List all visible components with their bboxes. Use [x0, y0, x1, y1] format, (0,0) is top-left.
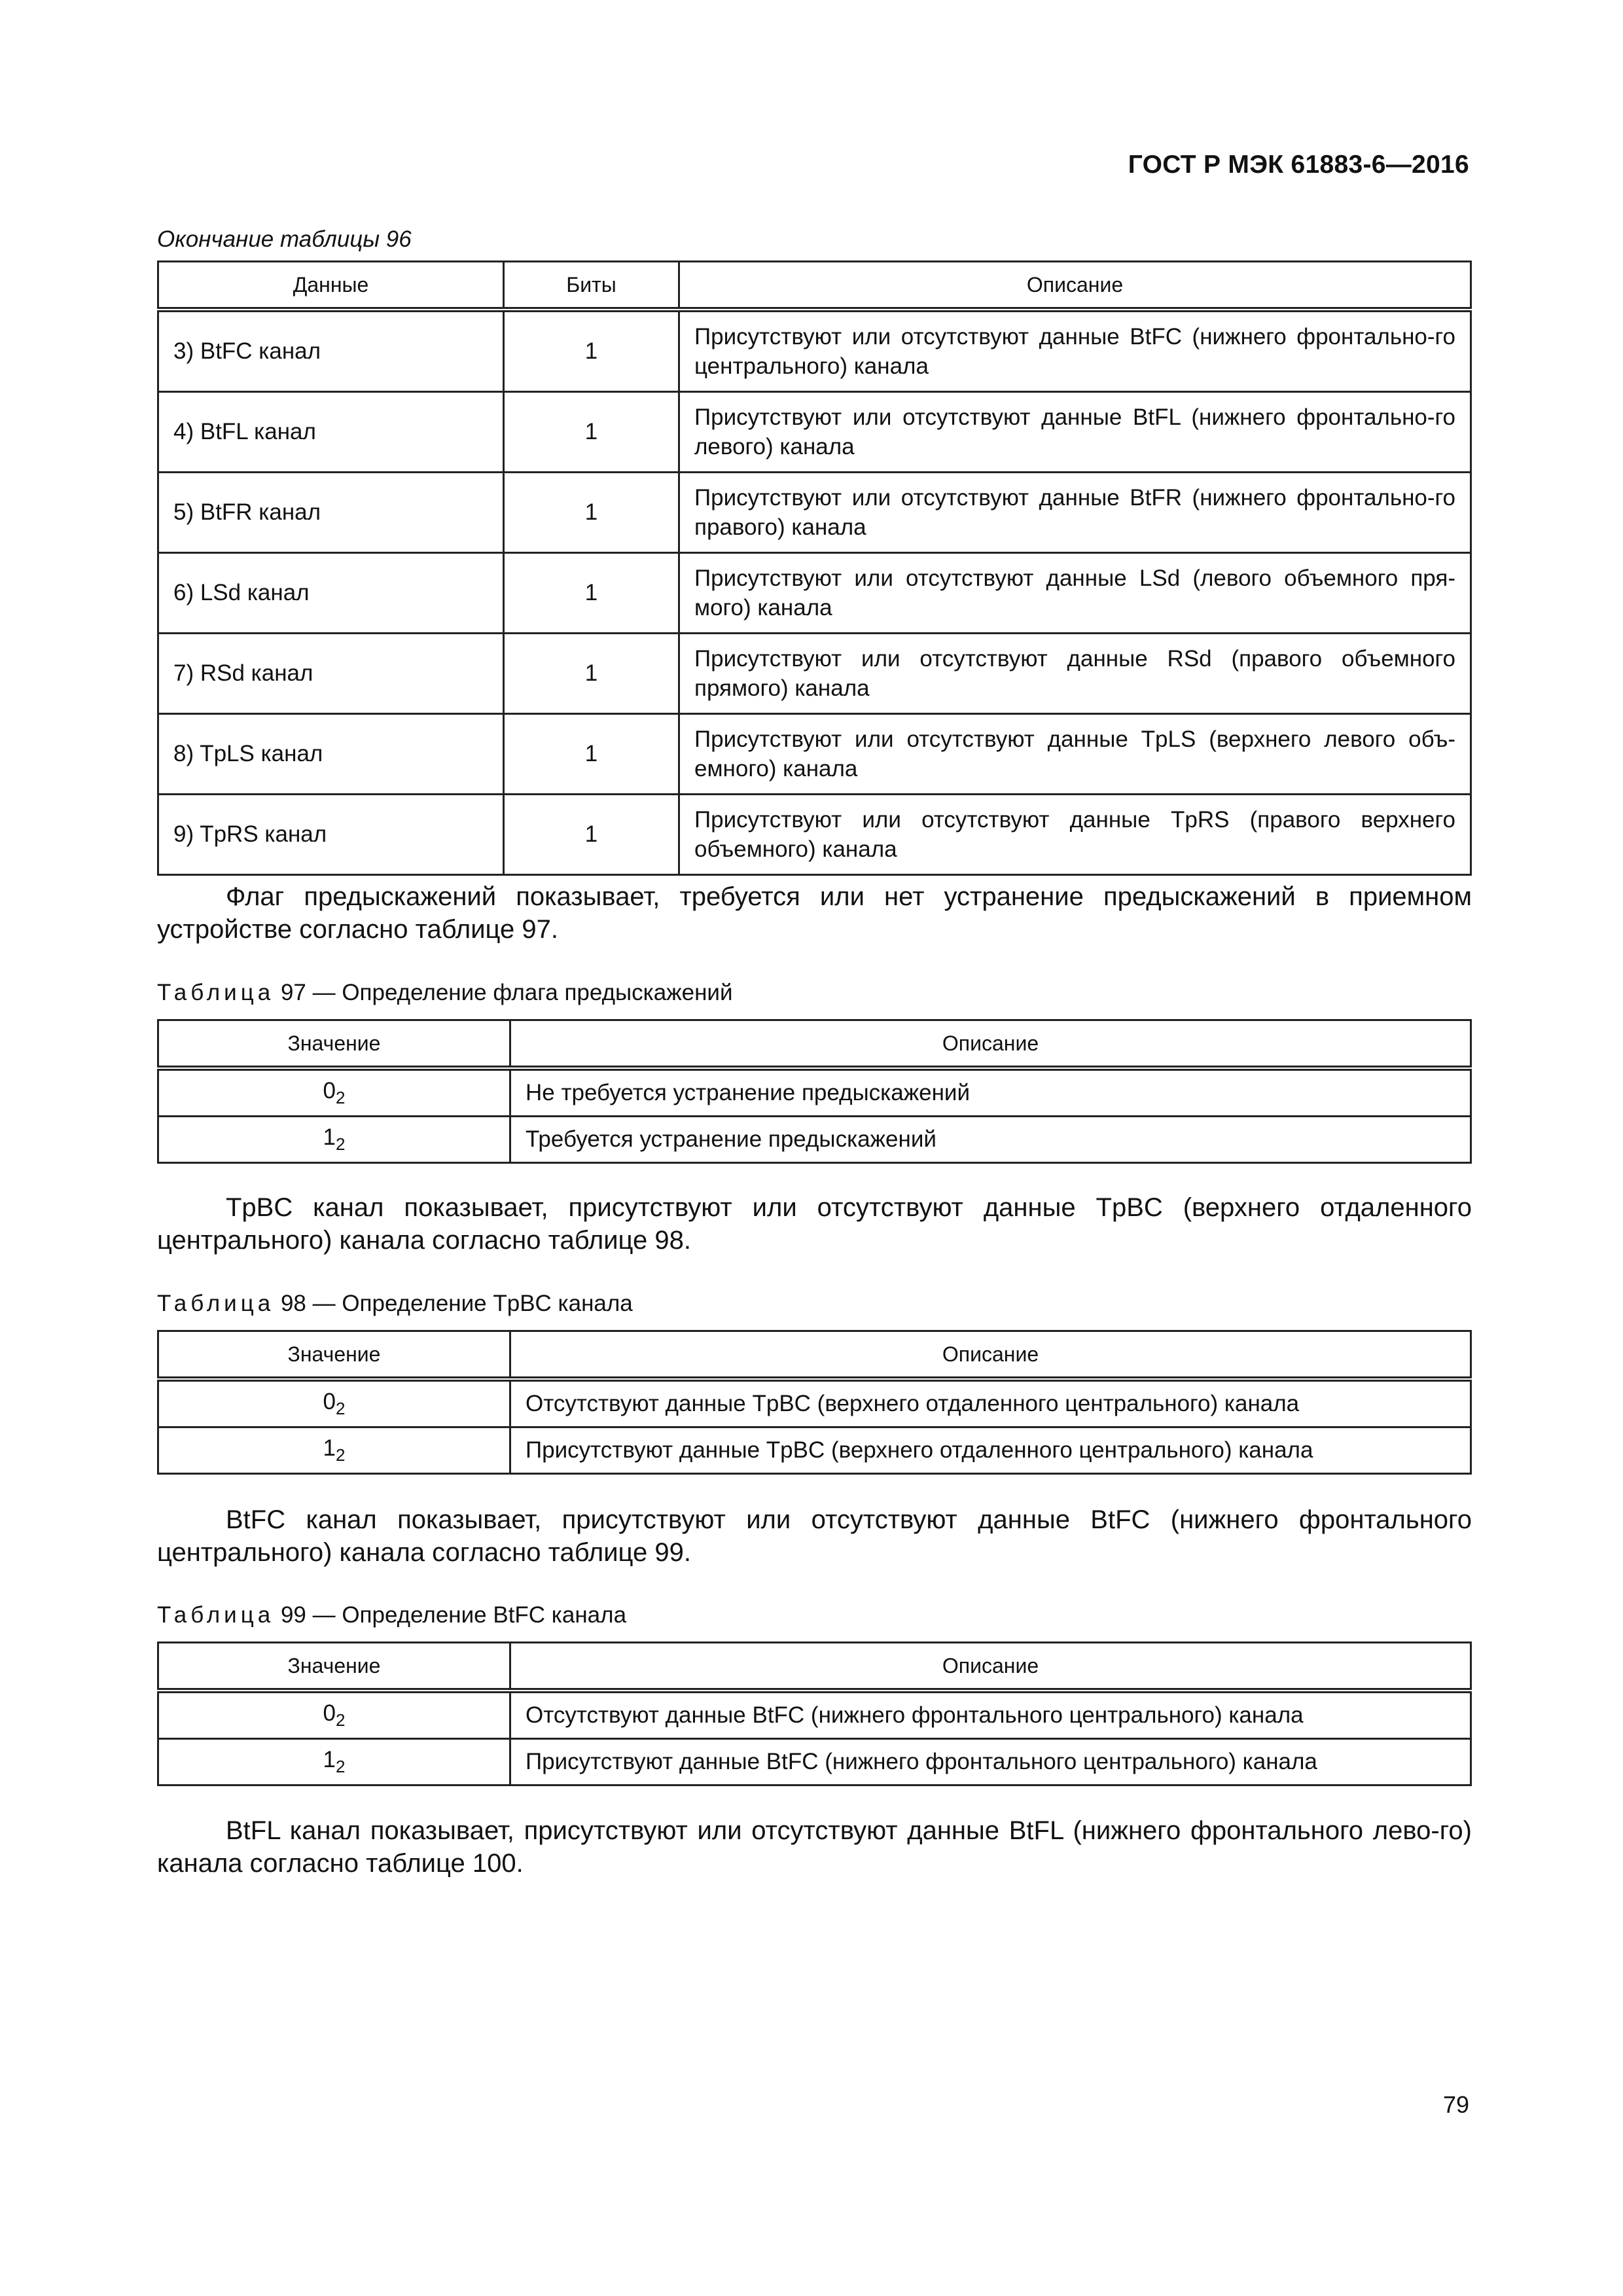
- cell-bits: 1: [504, 634, 679, 714]
- cell-description: Присутствуют или отсутствуют данные TpRS (правого верхнего объемного) канала: [679, 795, 1471, 875]
- value-base-subscript: 2: [336, 1757, 346, 1776]
- paragraph-btfc-channel: [157, 1503, 1472, 1569]
- value-digit: 1: [323, 1124, 336, 1150]
- cell-bits: 1: [504, 392, 679, 473]
- table96-continuation-caption: Окончание таблицы 96: [157, 226, 412, 252]
- cell-description: Отсутствуют данные TpBC (верхнего отдаленного центрального) канала: [510, 1379, 1471, 1427]
- paragraph-btfl-channel: [157, 1814, 1472, 1880]
- cell-bits: 1: [504, 714, 679, 795]
- cell-description: Присутствуют или отсутствуют данные BtFL (нижнего фронтально-го левого) канала: [679, 392, 1471, 473]
- table-title: 97 — Определение флага предыскажений: [274, 980, 733, 1005]
- cell-description: Присутствуют или отсутствуют данные TpLS (верхнего левого объ-емного) канала: [679, 714, 1471, 795]
- cell-value: [158, 1068, 510, 1117]
- cell-data: 4) BtFL канал: [158, 392, 504, 473]
- cell-value: [158, 1379, 510, 1427]
- value-digit: 0: [323, 1389, 336, 1414]
- cell-description: Присутствуют или отсутствуют данные LSd (левого объемного пря-мого) канала: [679, 553, 1471, 634]
- cell-description: Присутствуют или отсутствуют данные RSd (правого объемного прямого) канала: [679, 634, 1471, 714]
- table98-caption: [157, 1291, 633, 1317]
- table-row: [158, 473, 1471, 553]
- table-96: [157, 260, 1472, 876]
- table-row: [158, 1739, 1471, 1785]
- value-digit: 0: [323, 1078, 336, 1103]
- table-row: [158, 714, 1471, 795]
- table-row: [158, 1068, 1471, 1117]
- cell-description: Присутствуют или отсутствуют данные BtFR (нижнего фронтально-го правого) канала: [679, 473, 1471, 553]
- table97-caption: [157, 980, 733, 1006]
- table-row: [158, 1691, 1471, 1739]
- cell-description: Не требуется устранение предыскажений: [510, 1068, 1471, 1117]
- cell-description: Присутствуют данные BtFC (нижнего фронтального центрального) канала: [510, 1739, 1471, 1785]
- table-row: [158, 795, 1471, 875]
- column-header-value: Значение: [158, 1331, 510, 1380]
- value-base-subscript: 2: [336, 1134, 346, 1154]
- column-header-bits: Биты: [504, 262, 679, 310]
- paragraph-text: BtFC канал показывает, присутствуют или отсутствуют данные BtFC (нижнего фронтального центрального) канала согласно таблице 99.: [157, 1505, 1472, 1567]
- table-title: 98 — Определение TpBC канала: [274, 1291, 633, 1316]
- column-header-data: Данные: [158, 262, 504, 310]
- value-base-subscript: 2: [336, 1399, 346, 1418]
- table-row: [158, 1427, 1471, 1474]
- paragraph-text: TpBC канал показывает, присутствуют или отсутствуют данные TpBC (верхнего отдаленного центрального) канала согласно таблице 98.: [157, 1193, 1472, 1255]
- cell-data: 7) RSd канал: [158, 634, 504, 714]
- cell-value: [158, 1117, 510, 1163]
- paragraph-tpbc-channel: [157, 1191, 1472, 1257]
- cell-data: 3) BtFC канал: [158, 310, 504, 392]
- table-label: Таблица: [157, 1291, 275, 1316]
- cell-description: Присутствуют или отсутствуют данные BtFC (нижнего фронтально-го центрального) канала: [679, 310, 1471, 392]
- document-standard-header: ГОСТ Р МЭК 61883-6—2016: [1128, 151, 1469, 179]
- table-row: [158, 634, 1471, 714]
- table-label: Таблица: [157, 980, 275, 1005]
- value-digit: 1: [323, 1435, 336, 1461]
- table-99: [157, 1641, 1472, 1786]
- table-97: [157, 1019, 1472, 1164]
- table-row: [158, 1379, 1471, 1427]
- cell-data: 9) TpRS канал: [158, 795, 504, 875]
- cell-data: 8) TpLS канал: [158, 714, 504, 795]
- table-label: Таблица: [157, 1602, 275, 1628]
- column-header-value: Значение: [158, 1020, 510, 1069]
- column-header-description: Описание: [679, 262, 1471, 310]
- value-digit: 0: [323, 1700, 336, 1726]
- page-number: 79: [1442, 2091, 1469, 2118]
- value-digit: 1: [323, 1747, 336, 1772]
- table-row: [158, 310, 1471, 392]
- column-header-description: Описание: [510, 1020, 1471, 1069]
- cell-bits: 1: [504, 473, 679, 553]
- paragraph-preemphasis-flag: [157, 880, 1472, 946]
- value-base-subscript: 2: [336, 1710, 346, 1730]
- table-row: [158, 1117, 1471, 1163]
- cell-value: [158, 1427, 510, 1474]
- cell-value: [158, 1691, 510, 1739]
- cell-description: Отсутствуют данные BtFC (нижнего фронтального центрального) канала: [510, 1691, 1471, 1739]
- cell-bits: 1: [504, 795, 679, 875]
- value-base-subscript: 2: [336, 1445, 346, 1465]
- cell-value: [158, 1739, 510, 1785]
- cell-description: Присутствуют данные TpBC (верхнего отдаленного центрального) канала: [510, 1427, 1471, 1474]
- paragraph-text: BtFL канал показывает, присутствуют или отсутствуют данные BtFL (нижнего фронтального лево-го) канала согласно таблице 100.: [157, 1816, 1472, 1878]
- cell-bits: 1: [504, 553, 679, 634]
- column-header-description: Описание: [510, 1331, 1471, 1380]
- paragraph-text: Флаг предыскажений показывает, требуется или нет устранение предыскажений в приемном устройстве согласно таблице 97.: [157, 882, 1472, 944]
- column-header-description: Описание: [510, 1643, 1471, 1691]
- cell-data: 6) LSd канал: [158, 553, 504, 634]
- cell-bits: 1: [504, 310, 679, 392]
- table-98: [157, 1330, 1472, 1475]
- table99-caption: [157, 1602, 626, 1628]
- cell-data: 5) BtFR канал: [158, 473, 504, 553]
- value-base-subscript: 2: [336, 1088, 346, 1107]
- column-header-value: Значение: [158, 1643, 510, 1691]
- table-row: [158, 392, 1471, 473]
- table-row: [158, 553, 1471, 634]
- cell-description: Требуется устранение предыскажений: [510, 1117, 1471, 1163]
- table-title: 99 — Определение BtFC канала: [274, 1602, 627, 1628]
